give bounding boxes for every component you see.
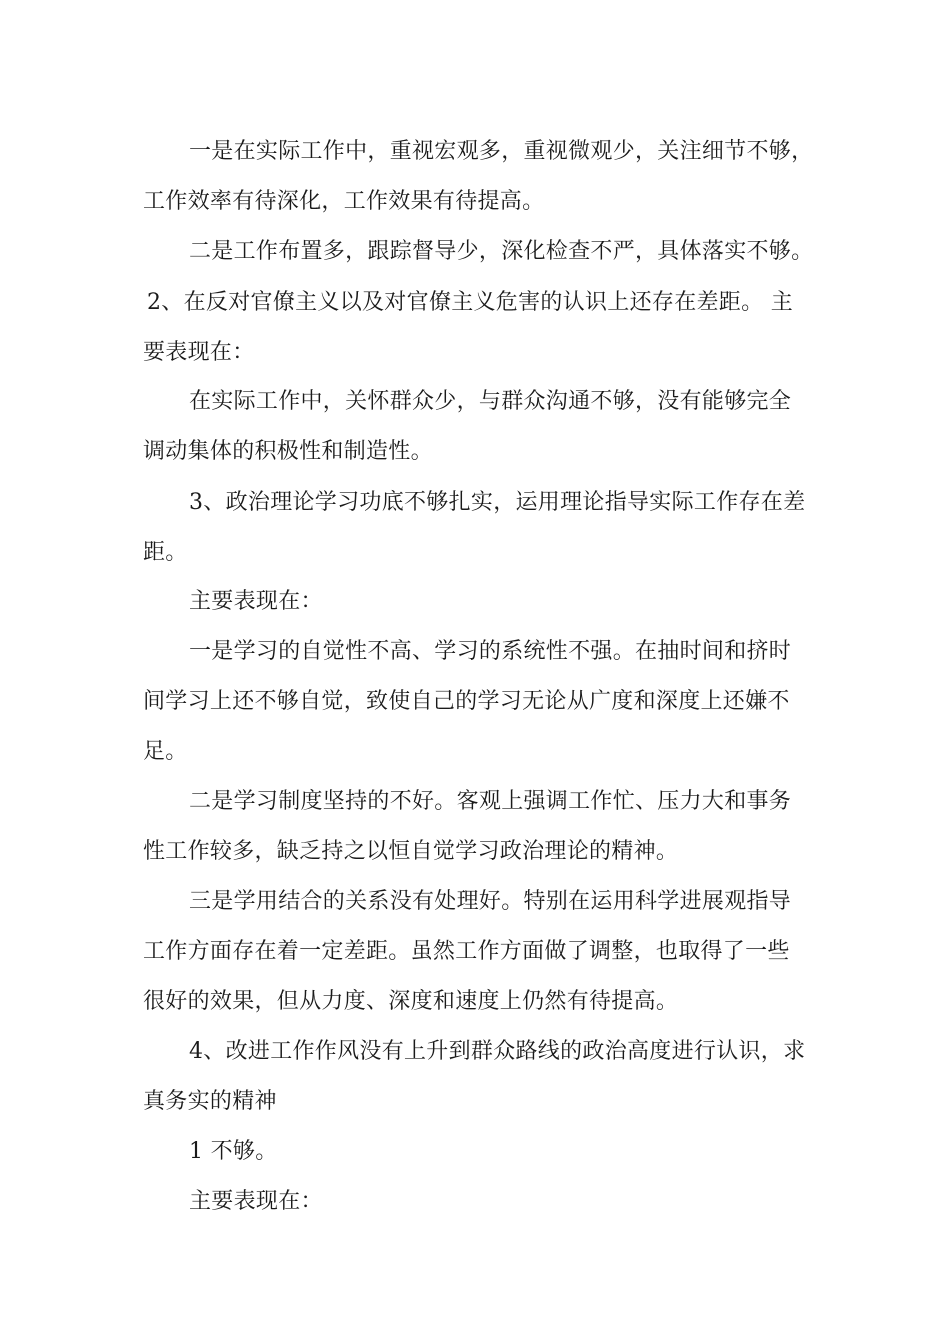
text-line: 工作效率有待深化，工作效果有待提高。 [143,189,545,214]
text-line: 要表现在： [143,340,255,365]
text-line: 4、改进工作作风没有上升到群众路线的政治高度进行认识，求 [189,1039,806,1064]
text-line: 真务实的精神 [143,1089,277,1114]
text-line: 三是学用结合的关系没有处理好。特别在运用科学进展观指导 [189,889,792,914]
text-line: 间学习上还不够自觉，致使自己的学习无论从广度和深度上还嫌不 [143,689,790,714]
text-line: 一是学习的自觉性不高、学习的系统性不强。在抽时间和挤时 [189,639,792,664]
text-line: 二是工作布置多，跟踪督导少，深化检查不严，具体落实不够。 [189,239,814,264]
text-line: 很好的效果，但从力度、深度和速度上仍然有待提高。 [143,989,679,1014]
text-line: 足。 [143,739,188,764]
text-line: 1 不够。 [189,1139,278,1164]
text-line: 2、在反对官僚主义以及对官僚主义危害的认识上还存在差距。 主 [147,290,793,315]
text-line: 3、政治理论学习功底不够扎实，运用理论指导实际工作存在差 [189,490,806,515]
text-line: 二是学习制度坚持的不好。客观上强调工作忙、压力大和事务 [189,789,792,814]
text-line: 一是在实际工作中，重视宏观多，重视微观少，关注细节不够， [189,139,814,164]
text-line: 主要表现在： [189,589,323,614]
text-line: 在实际工作中，关怀群众少，与群众沟通不够，没有能够完全 [189,389,792,414]
text-line: 工作方面存在着一定差距。虽然工作方面做了调整，也取得了一些 [143,939,790,964]
text-line: 调动集体的积极性和制造性。 [143,439,433,464]
text-line: 性工作较多，缺乏持之以恒自觉学习政治理论的精神。 [143,839,679,864]
text-line: 主要表现在： [189,1189,323,1214]
text-line: 距。 [143,540,188,565]
